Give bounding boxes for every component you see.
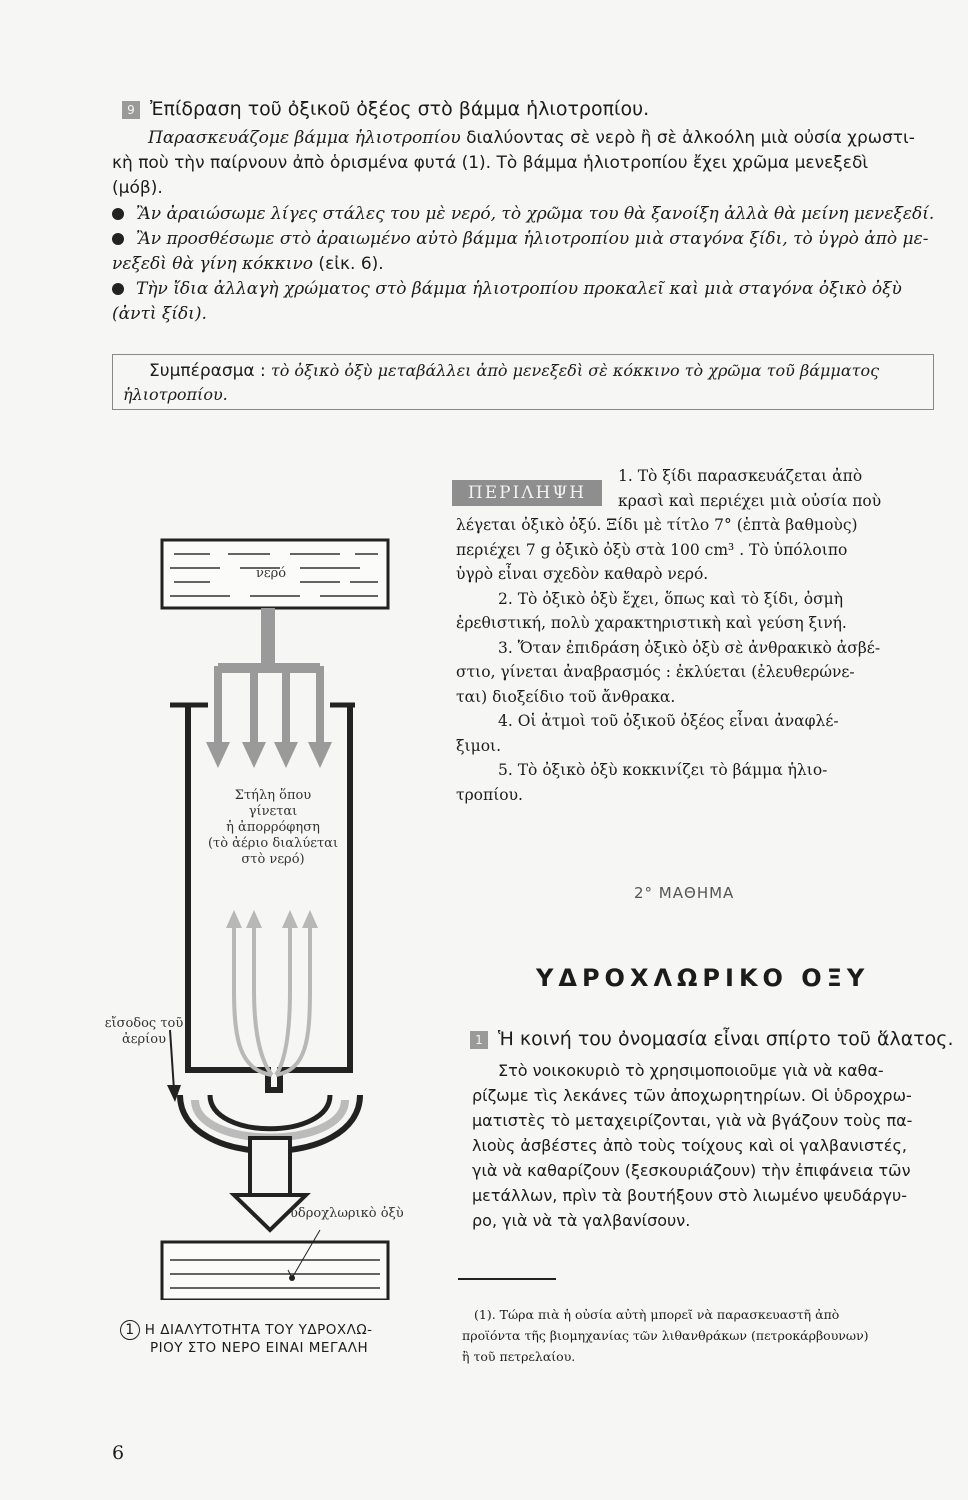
summary-text xyxy=(456,464,944,807)
figure-caption xyxy=(120,1320,440,1357)
column-label-line: (τὸ ἀέριο διαλύεται xyxy=(207,836,339,851)
bullet-1: Ἂν ἀραιώσωμε λίγες στάλες του μὲ νερό, τὸ χρῶμα του θὰ ξανοίξη ἀλλὰ θὰ μείνη μενεξεδί. xyxy=(136,204,935,224)
footnote xyxy=(462,1304,946,1367)
column-label-line: γίνεται xyxy=(248,804,298,819)
intro-italic: Παρασκευάζομε βάμμα ἡλιοτροπίου xyxy=(148,128,461,148)
column-label-line: ἡ ἀπορρόφηση xyxy=(226,820,320,835)
inlet-label xyxy=(96,1016,192,1048)
caption-line-2: ΡΙΟΥ ΣΤΟ ΝΕΡΟ ΕΙΝΑΙ ΜΕΓΑΛΗ xyxy=(150,1340,369,1356)
section-1-title: Ἡ κοινή του ὀνομασία εἶναι σπίρτο τοῦ ἅλατος. xyxy=(498,1028,954,1050)
water-arrows xyxy=(206,666,332,768)
intro-line-2: κὴ ποὺ τὴν παίρνουν ἀπὸ ὁρισμένα φυτά (1). Τὸ βάμμα ἡλιοτροπίου ἔχει χρῶμα μενεξεδὶ xyxy=(112,153,869,173)
lesson-label: 2° ΜΑΘΗΜΑ xyxy=(634,884,735,902)
summary-p1-line4: περιέχει 7 g ὀξικὸ ὀξὺ στὰ 100 cm³ . Τὸ ὑπόλοιπο xyxy=(456,540,848,559)
section-1-heading xyxy=(470,1028,954,1050)
inlet-label-line: εἴσοδος τοῦ xyxy=(104,1016,184,1031)
bullet-2-ref: (εἰκ. 6). xyxy=(313,254,384,274)
acid-label: ὑδροχλωρικὸ ὀξὺ xyxy=(290,1206,404,1221)
water-pipe xyxy=(261,608,275,668)
page-number: 6 xyxy=(112,1442,125,1464)
summary-p1-line5: ὑγρὸ εἶναι σχεδὸν καθαρὸ νερό. xyxy=(456,565,709,583)
summary-p3-line3: ται) διοξείδιο τοῦ ἄνθρακα. xyxy=(456,687,676,706)
section-number-badge: 1 xyxy=(470,1031,488,1049)
column-label xyxy=(198,788,348,868)
lesson-title: ΥΔΡΟΧΛΩΡΙΚΟ ΟΞΥ xyxy=(536,964,870,992)
section-9-heading xyxy=(122,98,649,120)
section-1-line: ρίζωμε τὶς λεκάνες τῶν ἀποχωρητηρίων. Οἱ ὑδροχρω- xyxy=(472,1086,912,1105)
column-label-line: στὸ νερό) xyxy=(241,852,305,867)
intro-rest: διαλύοντας σὲ νερὸ ἢ σὲ ἀλκοόλη μιὰ οὐσία χρωστι- xyxy=(460,128,915,148)
bullet-dot xyxy=(112,283,124,295)
conclusion-line-1: τὸ ὀξικὸ ὀξὺ μεταβάλλει ἀπὸ μενεξεδὶ σὲ κόκκινο τὸ χρῶμα τοῦ βάμματος xyxy=(270,361,880,380)
bullet-dot xyxy=(112,233,124,245)
inlet-label-line: ἀερίου xyxy=(122,1032,166,1047)
section-1-line: λιοὺς ἀσβέστες ἀπὸ τοὺς τοίχους καὶ οἱ γαλβανιστές, xyxy=(472,1136,907,1155)
section-1-line: ρο, γιὰ νὰ τὰ γαλβανίσουν. xyxy=(472,1211,691,1230)
footnote-line-2: προϊόντα τῆς βιομηχανίας τῶν λιθανθράκων (πετροκάρβουνων) xyxy=(462,1328,869,1343)
acid-tank xyxy=(162,1242,388,1300)
summary-p5-line2: τροπίου. xyxy=(456,785,523,804)
summary-p3-line1: 3. Ὅταν ἐπιδράση ὀξικὸ ὀξὺ σὲ ἀνθρακικὸ ἀσβέ- xyxy=(498,638,881,657)
caption-line-1: Η ΔΙΑΛΥΤΟΤΗΤΑ ΤΟΥ ΥΔΡΟΧΛΩ- xyxy=(144,1322,373,1338)
conclusion-box xyxy=(112,354,934,410)
water-label: νερό xyxy=(256,566,287,581)
bullet-2-line-1: Ἂν προσθέσωμε στὸ ἀραιωμένο αὐτὸ βάμμα ἡλιοτροπίου μιὰ σταγόνα ξίδι, τὸ ὑγρὸ ἀπὸ με- xyxy=(136,229,929,249)
summary-p4-line2: ξιμοι. xyxy=(456,736,502,755)
summary-p3-line2: στιο, γίνεται ἀναβρασμός : ἐκλύεται (ἐλευθερώνε- xyxy=(456,663,855,681)
section-9-title: Ἐπίδραση τοῦ ὀξικοῦ ὀξέος στὸ βάμμα ἡλιοτροπίου. xyxy=(150,98,650,120)
footnote-line-1: (1). Τώρα πιὰ ἡ οὐσία αὐτὴ μπορεῖ νὰ παρασκευαστῆ ἀπὸ xyxy=(474,1307,840,1322)
summary-p1-line3: λέγεται ὀξικὸ ὀξύ. Ξίδι μὲ τίτλο 7° (ἑπτὰ βαθμοὺς) xyxy=(456,516,858,534)
bullet-dot xyxy=(112,208,124,220)
intro-line-3: (μόβ). xyxy=(112,178,163,198)
summary-p1-line1: 1. Τὸ ξίδι παρασκευάζεται ἀπὸ xyxy=(618,467,863,485)
footnote-rule xyxy=(458,1278,556,1280)
section-1-line: γιὰ νὰ καθαρίζουν (ξεσκουριάζουν) τὴν ἐπιφάνεια τῶν xyxy=(472,1161,911,1180)
section-number-badge: 9 xyxy=(122,101,140,119)
gas-arrows xyxy=(234,925,310,1075)
section-1-line: ματιστὲς τὸ μεταχειρίζονται, γιὰ νὰ βγάζουν τοὺς πα- xyxy=(472,1111,913,1130)
summary-p4-line1: 4. Οἱ ἀτμοὶ τοῦ ὀξικοῦ ὀξέος εἶναι ἀναφλέ- xyxy=(498,712,839,730)
summary-p1-line2: κρασὶ καὶ περιέχει μιὰ οὐσία ποὺ xyxy=(618,491,882,510)
bullet-3-line-2: (ἀντὶ ξίδι). xyxy=(112,304,207,324)
section-1-line: μετάλλων, πρὶν τὰ βουτήξουν στὸ λιωμένο ψευδάργυ- xyxy=(472,1186,907,1205)
conclusion-line-2: ἡλιοτροπίου. xyxy=(123,385,228,404)
figure-number: 1 xyxy=(120,1320,140,1340)
summary-p2-line2: ἐρεθιστική, πολὺ χαρακτηριστικὴ καὶ γεύση ξινή. xyxy=(456,614,847,632)
column-label-line: Στήλη ὅπου xyxy=(234,788,312,803)
section-1-line: Στὸ νοικοκυριὸ τὸ χρησιμοποιοῦμε γιὰ νὰ καθα- xyxy=(498,1061,884,1080)
footnote-line-3: ἢ τοῦ πετρελαίου. xyxy=(462,1349,576,1364)
summary-p5-line1: 5. Τὸ ὀξικὸ ὀξὺ κοκκινίζει τὸ βάμμα ἡλιο- xyxy=(498,761,828,779)
absorption-apparatus-figure xyxy=(150,530,450,1300)
summary-label: ΠΕΡΙΛΗΨΗ xyxy=(452,480,602,506)
bullet-list xyxy=(112,202,942,327)
bullet-3-line-1: Τὴν ἴδια ἀλλαγὴ χρώματος στὸ βάμμα ἡλιοτροπίου προκαλεῖ καὶ μιὰ σταγόνα ὀξικὸ ὀξὺ xyxy=(136,279,902,299)
section-9-intro xyxy=(112,126,942,201)
conclusion-label: Συμπέρασμα : xyxy=(149,361,266,381)
summary-p2-line1: 2. Τὸ ὀξικὸ ὀξὺ ἔχει, ὅπως καὶ τὸ ξίδι, ὀσμὴ xyxy=(498,589,844,608)
section-1-body xyxy=(472,1058,946,1233)
absorption-column xyxy=(188,705,350,1090)
bullet-2-line-2: νεξεδὶ θὰ γίνη κόκκινο xyxy=(112,254,314,274)
